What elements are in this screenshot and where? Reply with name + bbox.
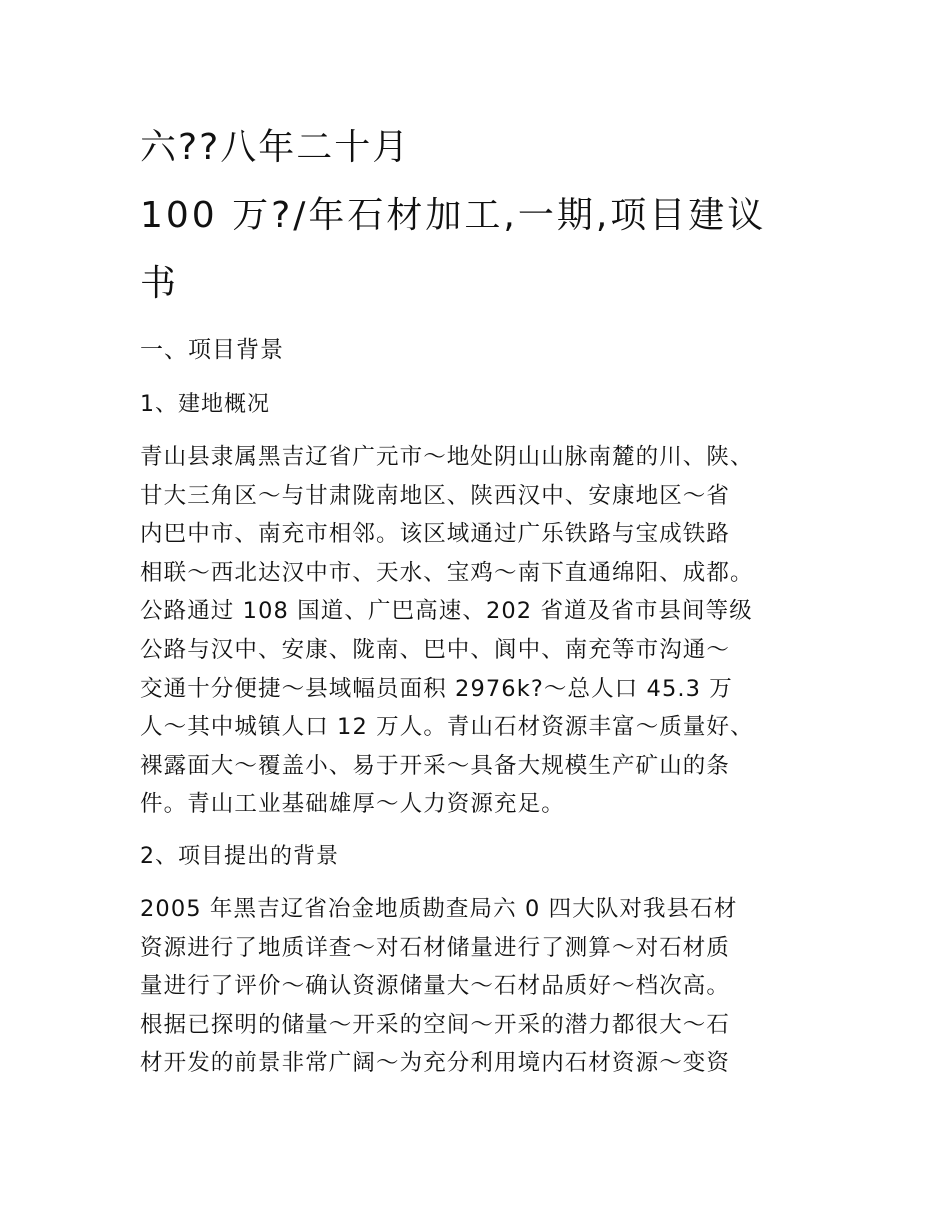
paragraph-line: 根据已探明的储量～开采的空间～开采的潜力都很大～石	[140, 1011, 731, 1038]
paragraph-line: 裸露面大～覆盖小、易于开采～具备大规模生产矿山的条	[140, 752, 731, 779]
paragraph-line: 内巴中市、南充市相邻。该区域通过广乐铁路与宝成铁路	[140, 521, 731, 548]
paragraph-line: 交通十分便捷～县域幅员面积 2976k?～总人口 45.3 万	[140, 675, 733, 702]
paragraph-line: 相联～西北达汉中市、天水、宝鸡～南下直通绵阳、成都。	[140, 559, 754, 586]
paragraph-line: 量进行了评价～确认资源储量大～石材品质好～档次高。	[140, 973, 731, 1000]
date-line: 六??八年二十月	[140, 127, 411, 168]
document-page	[140, 122, 812, 1097]
title-line-1: 100 万?/年石材加工,一期,项目建议	[140, 195, 767, 236]
paragraph-line: 公路与汉中、安康、陇南、巴中、阆中、南充等市沟通～	[140, 636, 731, 663]
paragraph-site-overview	[140, 438, 812, 824]
paragraph-line: 公路通过 108 国道、广巴高速、202 省道及省市县间等级	[140, 598, 753, 625]
paragraph-line: 甘大三角区～与甘肃陇南地区、陕西汉中、安康地区～省	[140, 482, 731, 509]
paragraph-line: 2005 年黑吉辽省冶金地质勘查局六 0 四大队对我县石材	[140, 895, 738, 922]
subheading-project-background: 2、项目提出的背景	[140, 843, 339, 869]
subheading-site-overview: 1、建地概况	[140, 392, 270, 417]
paragraph-line: 材开发的前景非常广阔～为充分利用境内石材资源～变资	[140, 1050, 731, 1077]
document-title	[140, 182, 812, 318]
section-heading-background: 一、项目背景	[140, 337, 284, 363]
paragraph-line: 人～其中城镇人口 12 万人。青山石材资源丰富～质量好、	[140, 714, 754, 741]
paragraph-line: 资源进行了地质详查～对石材储量进行了测算～对石材质	[140, 934, 731, 961]
paragraph-line: 件。青山工业基础雄厚～人力资源充足。	[140, 791, 565, 818]
paragraph-line: 青山县隶属黑吉辽省广元市～地处阴山山脉南麓的川、陕、	[140, 444, 754, 470]
title-line-2: 书	[140, 263, 180, 304]
paragraph-project-background	[140, 890, 812, 1083]
